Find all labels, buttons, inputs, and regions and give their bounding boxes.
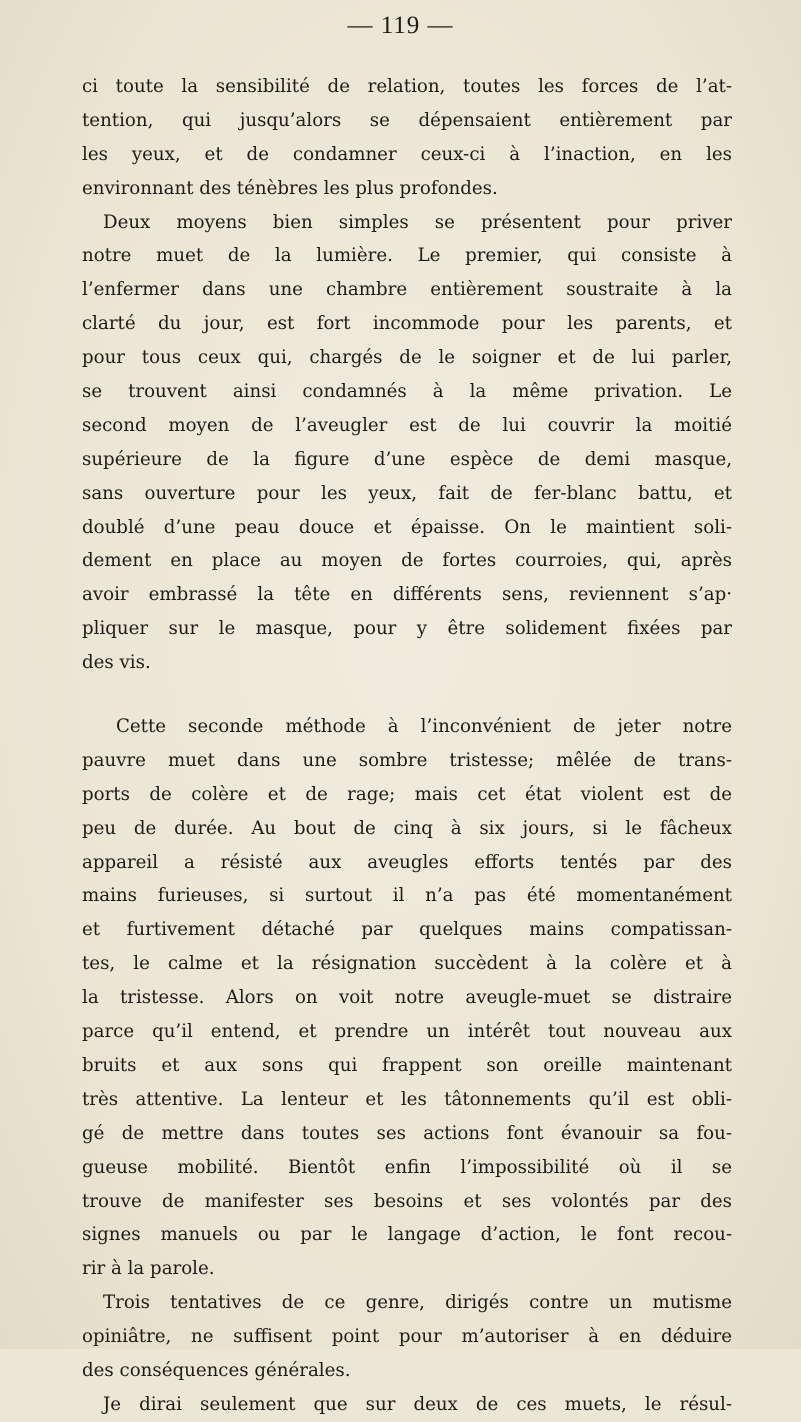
text-line: second moyen de l’aveugler est de lui couvrir la moitié <box>82 414 732 436</box>
paragraph-gap <box>82 680 732 710</box>
text-line: tention, qui jusqu’alors se dépensaient entièrement par <box>82 109 732 131</box>
text-line: ports de colère et de rage; mais cet état violent est de <box>82 783 732 805</box>
text-line: trouve de manifester ses besoins et ses volontés par des <box>82 1190 732 1212</box>
text-line: rir à la parole. <box>82 1258 215 1280</box>
text-line: et furtivement détaché par quelques mains compatissan- <box>82 919 732 941</box>
text-line: supérieure de la figure d’une espèce de demi masque, <box>82 448 732 470</box>
text-line: Deux moyens bien simples se présentent pour priver <box>103 211 732 233</box>
text-line: pour tous ceux qui, chargés de le soigner et de lui parler, <box>82 347 732 369</box>
text-line: l’enfermer dans une chambre entièrement soustraite à la <box>82 279 732 301</box>
body-text <box>82 70 732 1422</box>
text-line: Je dirai seulement que sur deux de ces muets, le résul- <box>103 1393 732 1415</box>
text-line: sans ouverture pour les yeux, fait de fer-blanc battu, et <box>82 482 732 504</box>
paragraph-4 <box>82 1286 732 1388</box>
text-line: clarté du jour, est fort incommode pour les parents, et <box>82 313 732 335</box>
text-line: des vis. <box>82 652 151 674</box>
text-line: doublé d’une peau douce et épaisse. On le maintient soli- <box>82 516 732 538</box>
text-line: avoir embrassé la tête en différents sens, reviennent s’ap· <box>82 584 732 606</box>
paragraph-3 <box>82 710 732 1286</box>
text-line: appareil a résisté aux aveugles efforts tentés par des <box>82 851 732 873</box>
paragraph-2 <box>82 206 732 680</box>
text-line: gé de mettre dans toutes ses actions font évanouir sa fou- <box>82 1122 732 1144</box>
text-line: des conséquences générales. <box>82 1359 351 1381</box>
text-line: environnant des ténèbres les plus profondes. <box>82 177 498 199</box>
page-number-header: — 119 — <box>347 12 454 39</box>
paragraph-1 <box>82 70 732 206</box>
text-line: opiniâtre, ne suffisent point pour m’autoriser à en déduire <box>82 1326 732 1348</box>
text-line: pauvre muet dans une sombre tristesse; mêlée de trans- <box>82 749 732 771</box>
paragraph-5 <box>82 1388 732 1422</box>
text-line: les yeux, et de condamner ceux-ci à l’inaction, en les <box>82 143 732 165</box>
text-line: parce qu’il entend, et prendre un intérêt tout nouveau aux <box>82 1021 732 1043</box>
text-line: tes, le calme et la résignation succèdent à la colère et à <box>82 953 732 975</box>
text-line: Trois tentatives de ce genre, dirigés contre un mutisme <box>103 1292 732 1314</box>
text-line: pliquer sur le masque, pour y être solidement fixées par <box>82 618 732 640</box>
text-line: bruits et aux sons qui frappent son oreille maintenant <box>82 1054 732 1076</box>
text-line: se trouvent ainsi condamnés à la même privation. Le <box>82 381 732 403</box>
text-line: la tristesse. Alors on voit notre aveugle-muet se distraire <box>82 987 732 1009</box>
text-line: gueuse mobilité. Bientôt enfin l’impossibilité où il se <box>82 1156 732 1178</box>
text-line: signes manuels ou par le langage d’action, le font recou- <box>82 1224 732 1246</box>
text-line: très attentive. La lenteur et les tâtonnements qu’il est obli- <box>82 1088 732 1110</box>
text-line: notre muet de la lumière. Le premier, qui consiste à <box>82 245 732 267</box>
text-line: mains furieuses, si surtout il n’a pas été momentanément <box>82 885 732 907</box>
text-line: ci toute la sensibilité de relation, toutes les forces de l’at- <box>82 76 732 97</box>
text-line: peu de durée. Au bout de cinq à six jours, si le fâcheux <box>82 817 732 839</box>
text-line: Cette seconde méthode à l’inconvénient de jeter notre <box>116 716 732 738</box>
text-line: dement en place au moyen de fortes courroies, qui, après <box>82 550 732 572</box>
